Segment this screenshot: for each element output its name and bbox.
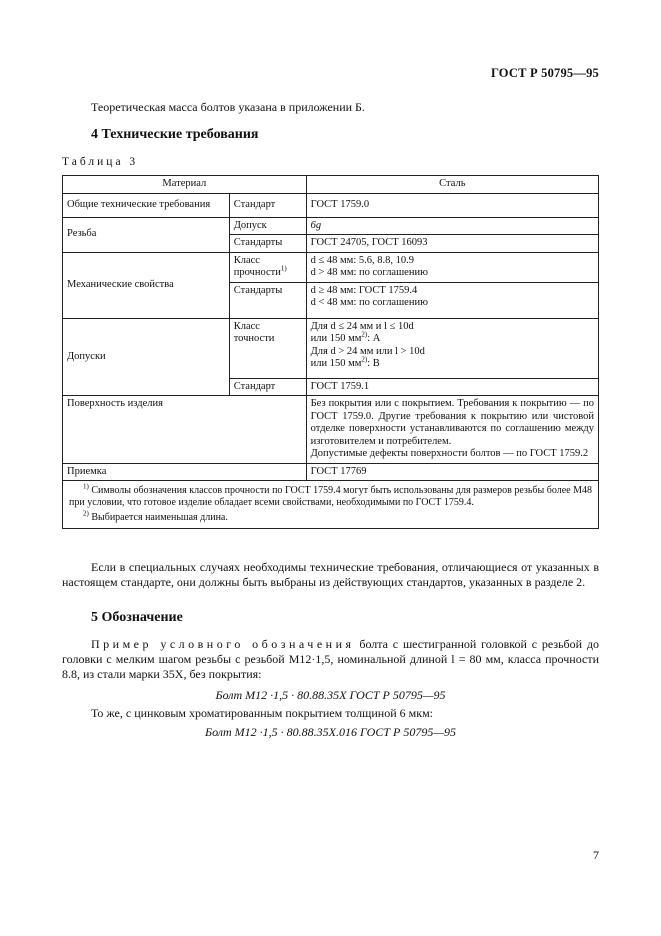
row-mech-std-label: Стандарты xyxy=(229,282,306,318)
row-mech-class-cell xyxy=(229,252,306,282)
row-tolerances-values xyxy=(306,318,598,378)
row-thread-std-value: ГОСТ 24705, ГОСТ 16093 xyxy=(306,235,598,253)
footnote-2-text: Выбирается наименьшая длина. xyxy=(91,512,228,523)
row-thread-tol-value: 6g xyxy=(306,217,598,235)
document-code-header: ГОСТ Р 50795—95 xyxy=(490,66,599,80)
surface-text-2: Допустимые дефекты поверхности болтов — по ГОСТ 1759.2 xyxy=(310,448,589,459)
tolerance-value-4 xyxy=(310,355,594,371)
row-thread-tol-label: Допуск xyxy=(229,217,306,235)
mech-class-value-1: d ≤ 48 мм: 5.6, 8.8, 10.9 xyxy=(310,254,414,266)
tolerance-value-2-end: : А xyxy=(367,333,381,344)
header-steel: Сталь xyxy=(306,176,598,194)
designation-formula-2: Болт М12 ·1,5 · 80.88.35Х.016 ГОСТ Р 50795—95 xyxy=(204,725,456,739)
mech-std-value-2: d < 48 мм: по соглашению xyxy=(310,297,428,308)
surface-text: Без покрытия или с покрытием. Требования к покрытию — по ГОСТ 1759.0. Другие требования к покрытию или чистовой отделке поверхности устанавливаются по соглашению между изготовителем и потребителем. xyxy=(310,398,594,447)
row-mech-class-values xyxy=(306,252,598,282)
example-rest: болта с шестигранной головкой с резьбой до головки с мелким шагом резьбы с резьбой М12·1,5, номинальной длиной l = 80 мм, класса прочности 8.8, из стали марки 35Х, без покрытия: xyxy=(62,637,599,681)
footnote-2-mark: 2) xyxy=(83,509,89,518)
special-cases-paragraph: Если в специальных случаях необходимы технические требования, отличающиеся от указанных в настоящем стандарте, они должны быть выбраны из действующих стандартов, указанных в разделе 2. xyxy=(62,560,599,589)
designation-example-paragraph xyxy=(62,637,599,682)
row-acceptance-value: ГОСТ 17769 xyxy=(306,463,598,481)
section-5-title: 5 Обозначение xyxy=(91,610,183,625)
row-general-sub: Стандарт xyxy=(229,193,306,217)
table-footnotes xyxy=(63,481,599,529)
row-tolerances-std-value: ГОСТ 1759.1 xyxy=(306,378,598,396)
tolerance-value-3: Для d > 24 мм или l > 10d xyxy=(310,345,425,357)
row-tolerances-std-label: Стандарт xyxy=(229,378,306,396)
example-lead: Пример условного обозначения xyxy=(91,637,355,651)
row-general-label: Общие технические требования xyxy=(63,193,230,217)
row-mech-label: Механические свойства xyxy=(63,252,230,318)
row-thread-label: Резьба xyxy=(63,217,230,252)
row-tolerances-label: Допуски xyxy=(63,318,230,396)
mech-class-value-2: d > 48 мм: по соглашению xyxy=(310,267,428,278)
technical-requirements-table xyxy=(62,175,599,529)
table-caption: Таблица 3 xyxy=(62,156,139,168)
page-number: 7 xyxy=(593,848,599,862)
footnote-1 xyxy=(69,482,593,509)
row-surface-label: Поверхность изделия xyxy=(63,396,307,464)
row-surface-values xyxy=(306,396,598,464)
tolerance-value-4-end: : В xyxy=(367,358,380,369)
section-4-title: 4 Технические требования xyxy=(91,127,259,142)
tolerance-value-1: Для d ≤ 24 мм и l ≤ 10d xyxy=(310,320,414,332)
row-tolerances-class-label: Класс точности xyxy=(229,318,306,378)
footnote-2 xyxy=(69,509,592,524)
footnote-ref-1: 1) xyxy=(280,264,287,273)
tolerance-value-4-text: или 150 мм xyxy=(310,358,362,369)
row-mech-class-label: Класс прочности xyxy=(233,254,281,278)
tolerance-value-2-text: или 150 мм xyxy=(310,333,362,344)
row-mech-std-values xyxy=(306,282,598,318)
row-general-value: ГОСТ 1759.0 xyxy=(306,193,598,217)
zinc-coating-paragraph: То же, с цинковым хроматированным покрытием толщиной 6 мкм: xyxy=(91,706,433,720)
footnote-ref-2a: 2) xyxy=(361,330,368,339)
mech-std-value-1: d ≥ 48 мм: ГОСТ 1759.4 xyxy=(310,284,418,296)
row-acceptance-label: Приемка xyxy=(63,463,307,481)
intro-paragraph: Теоретическая масса болтов указана в приложении Б. xyxy=(91,100,365,114)
footnote-ref-2b: 2) xyxy=(361,355,368,364)
header-material: Материал xyxy=(63,176,307,194)
footnote-1-mark: 1) xyxy=(83,482,89,491)
designation-formula-1: Болт М12 ·1,5 · 80.88.35Х ГОСТ Р 50795—95 xyxy=(215,688,446,702)
footnote-1-text: Символы обозначения классов прочности по ГОСТ 1759.4 могут быть использованы для размеров резьбы более М48 при условии, что готовое изделие обладает всеми свойствами, необходимыми по ГОСТ 1759.4. xyxy=(69,485,593,508)
tolerance-value-2 xyxy=(310,330,594,346)
row-thread-std-label: Стандарты xyxy=(229,235,306,253)
